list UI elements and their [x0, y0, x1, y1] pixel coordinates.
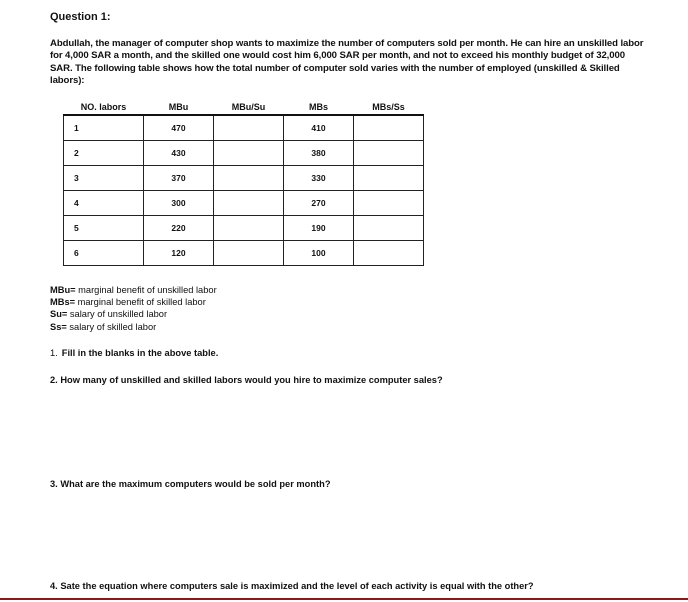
header-mbs-ss: MBs/Ss — [354, 100, 424, 115]
question-3: 3. What are the maximum computers would be sold per month? — [50, 479, 331, 489]
definition-text: salary of skilled labor — [66, 321, 157, 332]
cell-mbu: 300 — [144, 191, 214, 216]
question-2: 2. How many of unskilled and skilled labors would you hire to maximize computer sales? — [50, 375, 443, 385]
header-mbu: MBu — [144, 100, 214, 115]
cell-mbu-su-blank[interactable] — [214, 241, 284, 266]
cell-mbu-su-blank[interactable] — [214, 191, 284, 216]
definition-item — [50, 321, 217, 333]
definition-item — [50, 284, 217, 296]
cell-mbu: 220 — [144, 216, 214, 241]
cell-no-labors: 2 — [64, 141, 144, 166]
cell-mbs: 190 — [284, 216, 354, 241]
question-1 — [50, 348, 218, 358]
definition-text: marginal benefit of skilled labor — [75, 297, 206, 308]
cell-mbu-su-blank[interactable] — [214, 115, 284, 141]
definition-item — [50, 296, 217, 308]
table-header-row — [64, 100, 424, 115]
table-row — [64, 216, 424, 241]
page-bottom-rule — [0, 598, 688, 600]
question-1-number: 1. — [50, 348, 58, 358]
cell-mbs-ss-blank[interactable] — [354, 191, 424, 216]
cell-mbs-ss-blank[interactable] — [354, 115, 424, 141]
definition-item — [50, 308, 217, 320]
cell-mbu: 430 — [144, 141, 214, 166]
definition-term: Su= — [50, 309, 68, 320]
definition-term: Ss= — [50, 321, 67, 332]
cell-mbu: 470 — [144, 115, 214, 141]
header-no-labors: NO. labors — [64, 100, 144, 115]
header-mbu-su: MBu/Su — [214, 100, 284, 115]
cell-no-labors: 1 — [64, 115, 144, 141]
header-mbs: MBs — [284, 100, 354, 115]
cell-mbs: 100 — [284, 241, 354, 266]
cell-no-labors: 4 — [64, 191, 144, 216]
cell-mbs-ss-blank[interactable] — [354, 166, 424, 191]
cell-mbs-ss-blank[interactable] — [354, 141, 424, 166]
table-row — [64, 191, 424, 216]
definition-term: MBs= — [50, 297, 76, 308]
cell-mbs: 380 — [284, 141, 354, 166]
cell-no-labors: 3 — [64, 166, 144, 191]
definition-term: MBu= — [50, 285, 76, 295]
cell-mbu-su-blank[interactable] — [214, 141, 284, 166]
cell-mbs-ss-blank[interactable] — [354, 216, 424, 241]
cell-mbs: 330 — [284, 166, 354, 191]
cell-mbs: 270 — [284, 191, 354, 216]
table-row — [64, 115, 424, 141]
cell-mbu-su-blank[interactable] — [214, 216, 284, 241]
cell-mbu: 120 — [144, 241, 214, 266]
cell-no-labors: 6 — [64, 241, 144, 266]
table-row — [64, 241, 424, 266]
definition-text: salary of unskilled labor — [67, 309, 168, 320]
cell-mbs: 410 — [284, 115, 354, 141]
question-title: Question 1: — [50, 11, 111, 23]
cell-mbs-ss-blank[interactable] — [354, 241, 424, 266]
benefit-table — [63, 100, 424, 266]
table-row — [64, 166, 424, 191]
question-1-text: Fill in the blanks in the above table. — [61, 348, 219, 358]
cell-mbu-su-blank[interactable] — [214, 166, 284, 191]
table-row — [64, 141, 424, 166]
question-4: 4. Sate the equation where computers sale is maximized and the level of each activity is equal with the other? — [50, 581, 534, 591]
problem-statement: Abdullah, the manager of computer shop wants to maximize the number of computers sold per month. He can hire an unskilled labor for 4,000 SAR a month, and the skilled one would cost him 6,000 SAR per month, and not to exceed his monthly budget of 32,000 SAR. The following table shows how the total number of computer sold varies with the number of employed (unskilled & Skilled labors): — [50, 38, 644, 87]
cell-mbu: 370 — [144, 166, 214, 191]
cell-no-labors: 5 — [64, 216, 144, 241]
definitions-list — [50, 284, 217, 333]
definition-text: marginal benefit of unskilled labor — [75, 285, 217, 295]
